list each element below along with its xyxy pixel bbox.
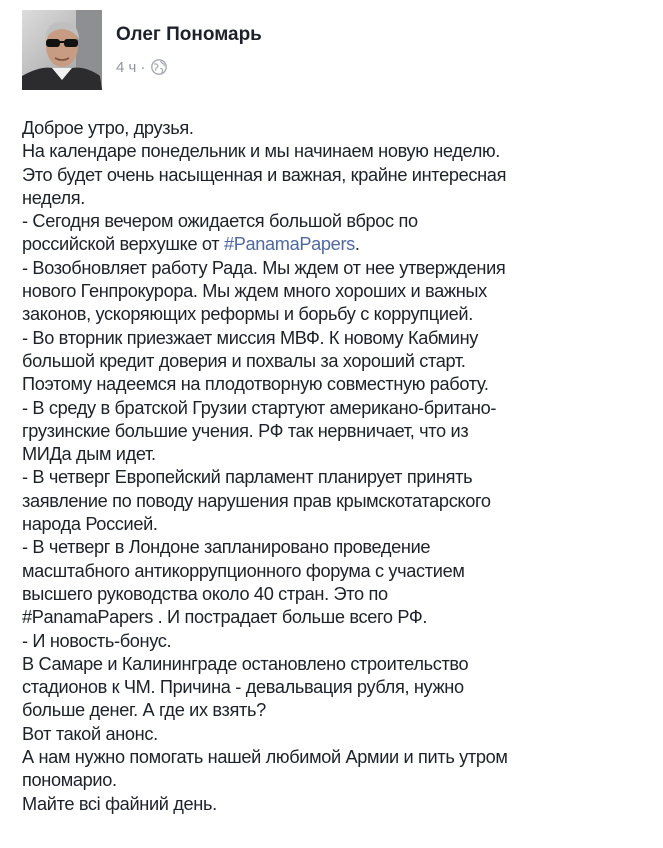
post-text-segment: Поэтому надеемся на плодотворную совместную работу. xyxy=(22,374,489,395)
post-text-segment: народа Россией. xyxy=(22,514,158,535)
author-name[interactable]: Олег Пономарь xyxy=(116,24,262,45)
post-text-segment: - И новость-бонус. xyxy=(22,630,172,651)
post-text-line xyxy=(22,490,652,513)
post-text-segment: стадионов к ЧМ. Причина - девальвация рубля, нужно xyxy=(22,677,464,698)
post-text-segment: #PanamaPapers . И пострадает больше всего РФ. xyxy=(22,607,428,628)
post-text-segment: А нам нужно помогать нашей любимой Армии и пить утром xyxy=(22,747,508,768)
post-text-segment: - Возобновляет работу Рада. Мы ждем от нее утверждения xyxy=(22,257,506,278)
post-text-segment: грузинские большие учения. РФ так нервничает, что из xyxy=(22,420,469,441)
post-text-line xyxy=(22,699,652,722)
post-text-line xyxy=(22,513,652,536)
post-text-segment: МИДа дым идет. xyxy=(22,444,156,465)
post-text-line xyxy=(22,443,652,466)
post-text-line xyxy=(22,140,652,163)
post-text-line xyxy=(22,257,652,280)
avatar[interactable] xyxy=(22,10,102,90)
post-text-line xyxy=(22,164,652,187)
post-text-segment: Майте всі файний день. xyxy=(22,793,217,814)
post-timestamp[interactable]: 4 ч xyxy=(116,58,137,76)
post-text-segment: - В четверг в Лондоне запланировано проведение xyxy=(22,537,431,558)
hashtag-link[interactable]: #PanamaPapers xyxy=(223,234,355,255)
post-text-segment: Доброе утро, друзья. xyxy=(22,118,194,138)
post-text-line xyxy=(22,420,652,443)
post-text xyxy=(22,117,652,816)
post-text-segment: российской верхушке от xyxy=(22,234,224,255)
post-text-segment: большой кредит доверия и похвалы за хороший старт. xyxy=(22,350,466,371)
meta-separator: · xyxy=(140,58,146,76)
post-text-line xyxy=(22,350,652,373)
post-text-line xyxy=(22,583,652,606)
post-text-segment: - Сегодня вечером ожидается большой вброс по xyxy=(22,211,418,232)
post-text-line xyxy=(22,233,652,256)
post-text-segment: - В среду в братской Грузии стартуют американо-британо- xyxy=(22,397,497,418)
post-text-segment: пономарио. xyxy=(22,770,117,791)
post-text-line xyxy=(22,397,652,420)
post-text-line xyxy=(22,769,652,792)
post-text-segment: высшего руководства около 40 стран. Это по xyxy=(22,583,388,604)
post-text-line xyxy=(22,676,652,699)
post-text-line xyxy=(22,280,652,303)
post-text-line xyxy=(22,536,652,559)
post-text-segment: Вот такой анонс. xyxy=(22,723,158,744)
post-text-line xyxy=(22,746,652,769)
post-text-segment: заявление по поводу нарушения прав крымскотатарского xyxy=(22,490,491,511)
globe-icon[interactable] xyxy=(150,58,168,76)
post-text-line xyxy=(22,560,652,583)
post-text-line xyxy=(22,793,652,816)
post-text-line xyxy=(22,210,652,233)
post-text-segment: - Во вторник приезжает миссия МВФ. К новому Кабмину xyxy=(22,327,479,348)
post-text-segment: законов, ускоряющих реформы и борьбу с коррупцией. xyxy=(22,304,473,325)
post-text-segment: нового Генпрокурора. Мы ждем много хороших и важных xyxy=(22,281,487,302)
avatar-photo xyxy=(22,10,102,90)
post-text-segment: больше денег. А где их взять? xyxy=(22,700,266,721)
post-meta xyxy=(116,58,168,76)
post-text-line xyxy=(22,327,652,350)
post-text-segment: масштабного антикоррупционного форума с участием xyxy=(22,560,465,581)
post-text-line xyxy=(22,630,652,653)
post-text-segment: В Самаре и Калининграде остановлено строительство xyxy=(22,653,469,674)
post-text-segment: неделя. xyxy=(22,187,85,208)
post-text-segment: - В четверг Европейский парламент планирует принять xyxy=(22,467,473,488)
post-text-line xyxy=(22,653,652,676)
post-text-line xyxy=(22,117,652,140)
post-text-line xyxy=(22,723,652,746)
post-text-line xyxy=(22,466,652,489)
post-text-line xyxy=(22,606,652,629)
post-text-segment: На календаре понедельник и мы начинаем новую неделю. xyxy=(22,141,500,162)
post-text-line xyxy=(22,303,652,326)
post-text-line xyxy=(22,373,652,396)
post-text-segment: Это будет очень насыщенная и важная, крайне интересная xyxy=(22,164,507,185)
post-text-line xyxy=(22,187,652,210)
post-header xyxy=(22,10,642,90)
post-text-segment: . xyxy=(354,234,360,255)
